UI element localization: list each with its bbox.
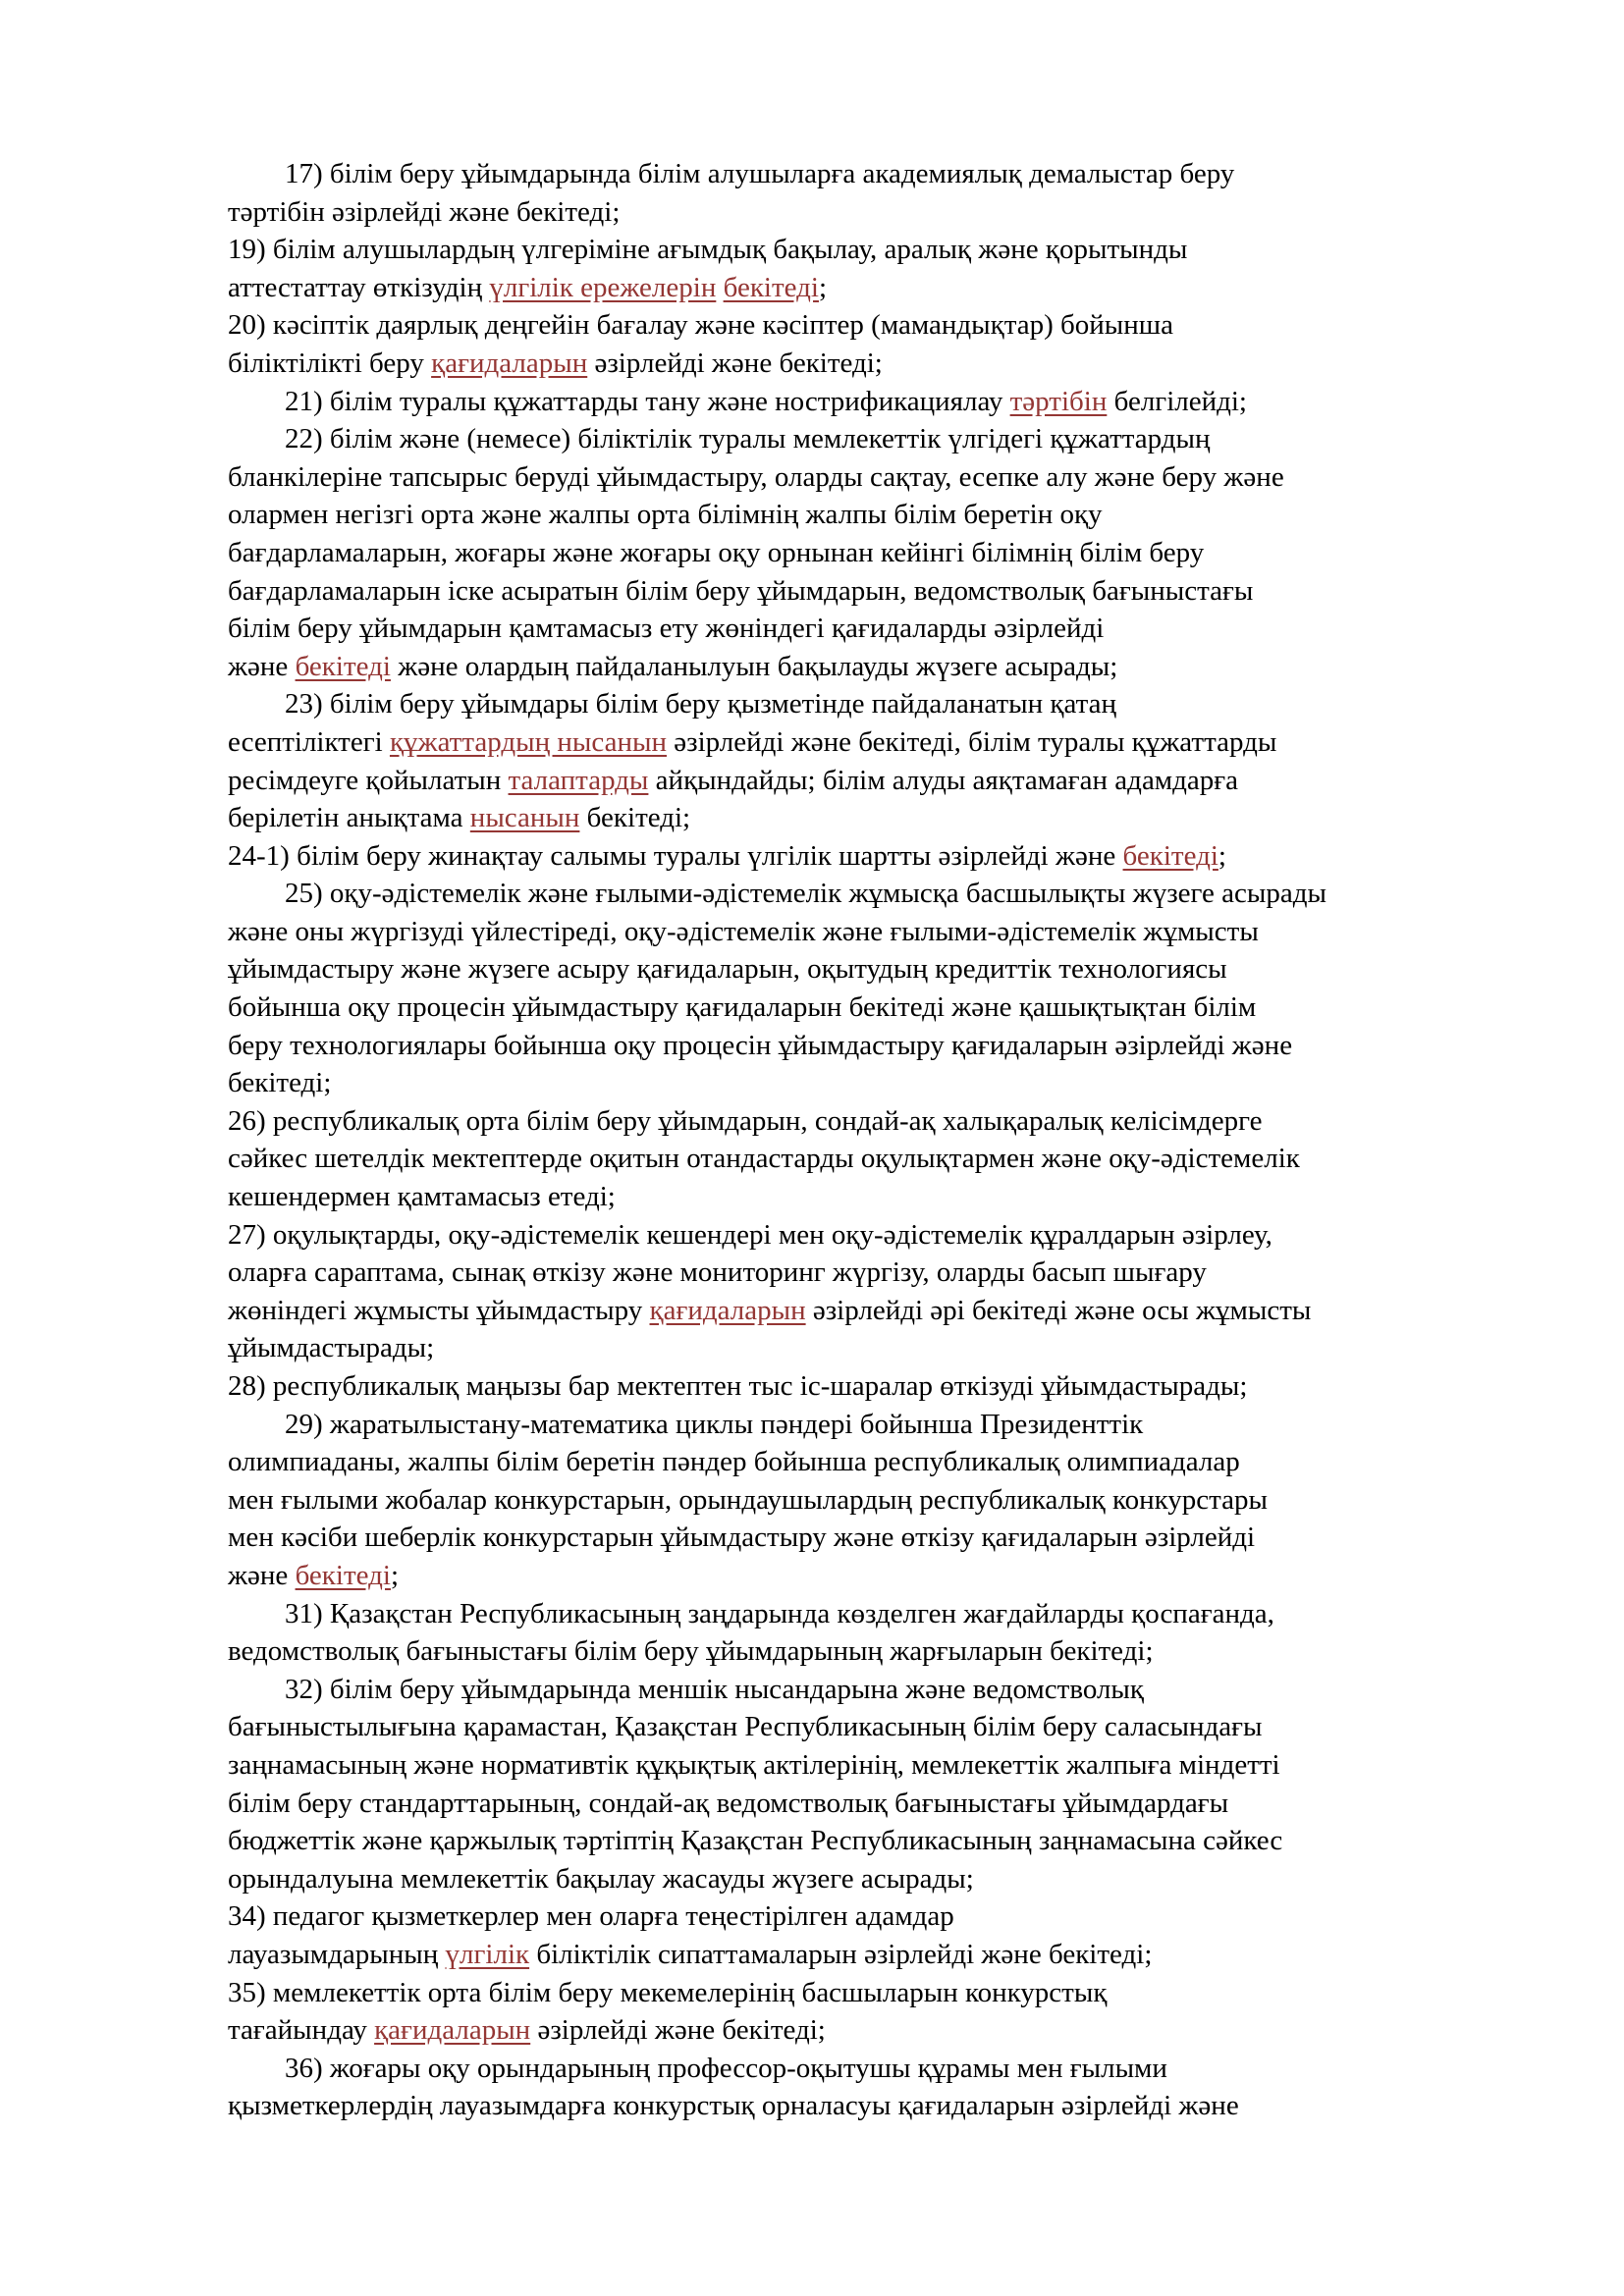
text-segment: қызметкерлердің лауазымдарға конкурстық орналасуы қағидаларын әзірлейді және (228, 2090, 1239, 2122)
text-segment: жөніндегі жұмысты ұйымдастыру (228, 1294, 650, 1326)
text-segment: мен ғылыми жобалар конкурстарын, орындаушылардың республикалық конкурстары (228, 1483, 1269, 1516)
text-segment: лауазымдарының (228, 1938, 446, 1970)
text-segment: бекітеді; (228, 1067, 332, 1099)
text-line (228, 231, 1487, 269)
hyperlink[interactable]: бекітеді (295, 650, 391, 682)
text-segment: 17) білім беру ұйымдарында білім алушыларға академиялық демалыстар беру (285, 158, 1235, 189)
text-segment: 25) оқу-әдістемелік және ғылыми-әдістемелік жұмысқа басшылықты жүзеге асырады (285, 878, 1327, 910)
hyperlink[interactable]: тәртібін (1009, 385, 1108, 417)
text-line (228, 458, 1487, 497)
text-segment: ; (1218, 839, 1226, 872)
text-segment: біліктілікті беру (228, 347, 432, 379)
text-line (228, 1329, 1487, 1367)
text-segment: есептіліктегі (228, 725, 390, 758)
hyperlink[interactable]: қағидаларын (649, 1294, 806, 1326)
text-line (228, 648, 1487, 686)
text-segment: ; (818, 271, 828, 303)
text-line (228, 496, 1487, 534)
text-segment: заңнамасының және нормативтік құқықтық актілерінің, мемлекеттік жалпыға міндетті (228, 1748, 1280, 1781)
text-segment: белгілейді; (1107, 385, 1247, 417)
hyperlink[interactable]: қағидаларын (374, 2014, 531, 2047)
text-line (228, 1178, 1487, 1216)
text-segment: ресімдеуге қойылатын (228, 764, 509, 796)
text-segment: 29) жаратылыстану-математика циклы пәндері бойынша Президенттік (285, 1408, 1144, 1440)
text-segment: бекітеді; (579, 802, 691, 834)
text-line (228, 762, 1487, 800)
text-line (228, 383, 1487, 421)
text-line (228, 1406, 1487, 1444)
text-line (228, 1102, 1487, 1141)
text-segment: бойынша оқу процесін ұйымдастыру қағидаларын бекітеді және қашықтықтан білім (228, 991, 1257, 1024)
text-line (228, 1974, 1487, 2012)
text-line (228, 193, 1487, 232)
text-line (228, 269, 1487, 307)
text-segment: 23) білім беру ұйымдары білім беру қызметінде пайдаланатын қатаң (285, 688, 1117, 721)
text-segment: әзірлейді және бекітеді; (530, 2014, 826, 2047)
text-segment: 27) оқулықтарды, оқу-әдістемелік кешендері мен оқу-әдістемелік құралдарын әзірлеу, (228, 1218, 1272, 1251)
text-segment: біліктілік сипаттамаларын әзірлейді және бекітеді; (529, 1938, 1153, 1970)
text-segment: 22) білім және (немесе) біліктілік туралы мемлекеттік үлгідегі құжаттардың (285, 423, 1211, 455)
text-segment: бланкілеріне тапсырыс беруді ұйымдастыру, оларды сақтау, есепке алу және беру және (228, 460, 1284, 493)
text-line (228, 2087, 1487, 2125)
text-segment: аттестаттау өткізудің (228, 271, 490, 303)
text-line (228, 2050, 1487, 2088)
text-line (228, 1936, 1487, 1974)
text-line (228, 345, 1487, 383)
text-segment: 28) республикалық маңызы бар мектептен тыс іс-шаралар өткізуді ұйымдастырады; (228, 1370, 1248, 1402)
text-segment: оларға сараптама, сынақ өткізу және мониторинг жүргізу, оларды басып шығару (228, 1256, 1207, 1289)
text-line (228, 1292, 1487, 1330)
text-line (228, 572, 1487, 611)
hyperlink[interactable]: үлгілік ережелерін (489, 271, 717, 303)
hyperlink[interactable]: бекітеді (295, 1559, 391, 1591)
text-line (228, 950, 1487, 988)
text-segment: 24-1) білім беру жинақтау салымы туралы үлгілік шартты әзірлейді және (228, 839, 1123, 872)
text-segment: беру технологиялары бойынша оқу процесін ұйымдастыру қағидаларын әзірлейді және (228, 1029, 1293, 1061)
text-segment: 31) Қазақстан Республикасының заңдарында көзделген жағдайларды қоспағанда, (285, 1597, 1274, 1629)
text-segment: білім беру ұйымдарын қамтамасыз ету жөніндегі қағидаларды әзірлейді (228, 613, 1105, 645)
text-line (228, 1632, 1487, 1671)
text-segment: бюджеттік және қаржылық тәртіптің Қазақстан Республикасының заңнамасына сәйкес (228, 1825, 1283, 1857)
text-segment: 21) білім туралы құжаттарды тану және нострификациялау (285, 385, 1010, 417)
text-line (228, 1027, 1487, 1065)
text-line (228, 1140, 1487, 1178)
text-line (228, 988, 1487, 1027)
text-segment: 19) білім алушылардың үлгеріміне ағымдық бақылау, аралық және қорытынды (228, 234, 1188, 266)
hyperlink[interactable]: үлгілік (445, 1938, 530, 1970)
text-line (228, 420, 1487, 458)
text-segment: ; (390, 1559, 399, 1591)
text-segment: мен кәсіби шеберлік конкурстарын ұйымдастыру және өткізу қағидаларын әзірлейді (228, 1522, 1256, 1554)
text-segment: кешендермен қамтамасыз етеді; (228, 1181, 616, 1213)
text-segment: бағыныстылығына қарамастан, Қазақстан Республикасының білім беру саласындағы (228, 1711, 1263, 1743)
document-body (228, 155, 1487, 2125)
text-line (228, 1746, 1487, 1785)
text-line (228, 685, 1487, 723)
text-segment: тағайындау (228, 2014, 375, 2047)
text-line (228, 1785, 1487, 1823)
text-segment: 36) жоғары оқу орындарының профессор-оқытушы құрамы мен ғылыми (285, 2052, 1167, 2084)
text-segment: және оны жүргізуді үйлестіреді, оқу-әдістемелік және ғылыми-әдістемелік жұмысты (228, 915, 1259, 947)
text-line (228, 799, 1487, 837)
text-line (228, 1595, 1487, 1633)
text-line (228, 610, 1487, 648)
hyperlink[interactable]: бекітеді (1122, 839, 1218, 872)
text-segment: олимпиаданы, жалпы білім беретін пәндер бойынша республикалық олимпиадалар (228, 1446, 1240, 1478)
text-line (228, 723, 1487, 762)
text-line (228, 1367, 1487, 1406)
text-line (228, 155, 1487, 193)
hyperlink[interactable]: талаптарды (508, 764, 649, 796)
text-line (228, 1443, 1487, 1481)
text-line (228, 1708, 1487, 1746)
text-segment (716, 272, 723, 303)
text-segment: ұйымдастырады; (228, 1332, 435, 1364)
text-line (228, 913, 1487, 951)
text-line (228, 1481, 1487, 1520)
text-line (228, 1897, 1487, 1936)
text-segment: және (228, 650, 296, 682)
text-segment: ұйымдастыру және жүзеге асыру қағидаларын, оқытудың кредиттік технологиясы (228, 953, 1227, 986)
hyperlink[interactable]: бекітеді (723, 271, 819, 303)
text-segment: әзірлейді және бекітеді; (587, 347, 883, 379)
text-line (228, 1671, 1487, 1709)
hyperlink[interactable]: нысанын (469, 802, 580, 834)
text-segment: бағдарламаларын іске асыратын білім беру ұйымдарын, ведомстволық бағыныстағы (228, 574, 1254, 607)
text-segment: 34) педагог қызметкерлер мен оларға теңестірілген адамдар (228, 1900, 954, 1933)
text-segment: 20) кәсіптік даярлық деңгейін бағалау және кәсіптер (мамандықтар) бойынша (228, 309, 1174, 342)
hyperlink[interactable]: құжаттардың нысанын (389, 725, 668, 758)
text-segment: берілетін анықтама (228, 802, 470, 834)
text-segment: әзірлейді және бекітеді, білім туралы құжаттарды (667, 725, 1277, 758)
text-segment: әзірлейді әрі бекітеді және осы жұмысты (805, 1294, 1312, 1326)
text-segment: ведомстволық бағыныстағы білім беру ұйымдарының жарғыларын бекітеді; (228, 1635, 1154, 1668)
text-segment: айқындайды; білім алуды аяқтамаған адамдарға (648, 764, 1239, 796)
text-line (228, 1519, 1487, 1557)
text-segment: және (228, 1559, 296, 1591)
text-line (228, 1216, 1487, 1255)
text-segment: 26) республикалық орта білім беру ұйымдарын, сондай-ақ халықаралық келісімдерге (228, 1104, 1263, 1137)
text-line (228, 1254, 1487, 1292)
text-segment: орындалуына мемлекеттік бақылау жасауды жүзеге асырады; (228, 1862, 974, 1895)
text-line (228, 837, 1487, 876)
text-line (228, 1860, 1487, 1898)
text-segment: 32) білім беру ұйымдарында меншік нысандарына және ведомстволық (285, 1673, 1144, 1705)
text-segment: сәйкес шетелдік мектептерде оқитын отандастарды оқулықтармен және оқу-әдістемелік (228, 1143, 1300, 1175)
text-segment: білім беру стандарттарының, сондай-ақ ведомстволық бағыныстағы ұйымдардағы (228, 1787, 1229, 1819)
text-line (228, 1064, 1487, 1102)
hyperlink[interactable]: қағидаларын (431, 347, 588, 379)
text-segment: бағдарламаларын, жоғары және жоғары оқу орнынан кейінгі білімнің білім беру (228, 536, 1205, 568)
text-line (228, 875, 1487, 913)
text-line (228, 2011, 1487, 2050)
text-segment: тәртібін әзірлейді және бекітеді; (228, 195, 621, 228)
text-line (228, 534, 1487, 572)
text-segment: 35) мемлекеттік орта білім беру мекемелерінің басшыларын конкурстық (228, 1976, 1108, 2008)
text-line (228, 1822, 1487, 1860)
text-segment: олармен негізгі орта және жалпы орта білімнің жалпы білім беретін оқу (228, 499, 1103, 531)
text-segment: және олардың пайдаланылуын бақылауды жүзеге асырады; (390, 650, 1118, 682)
text-line (228, 306, 1487, 345)
text-line (228, 1557, 1487, 1595)
